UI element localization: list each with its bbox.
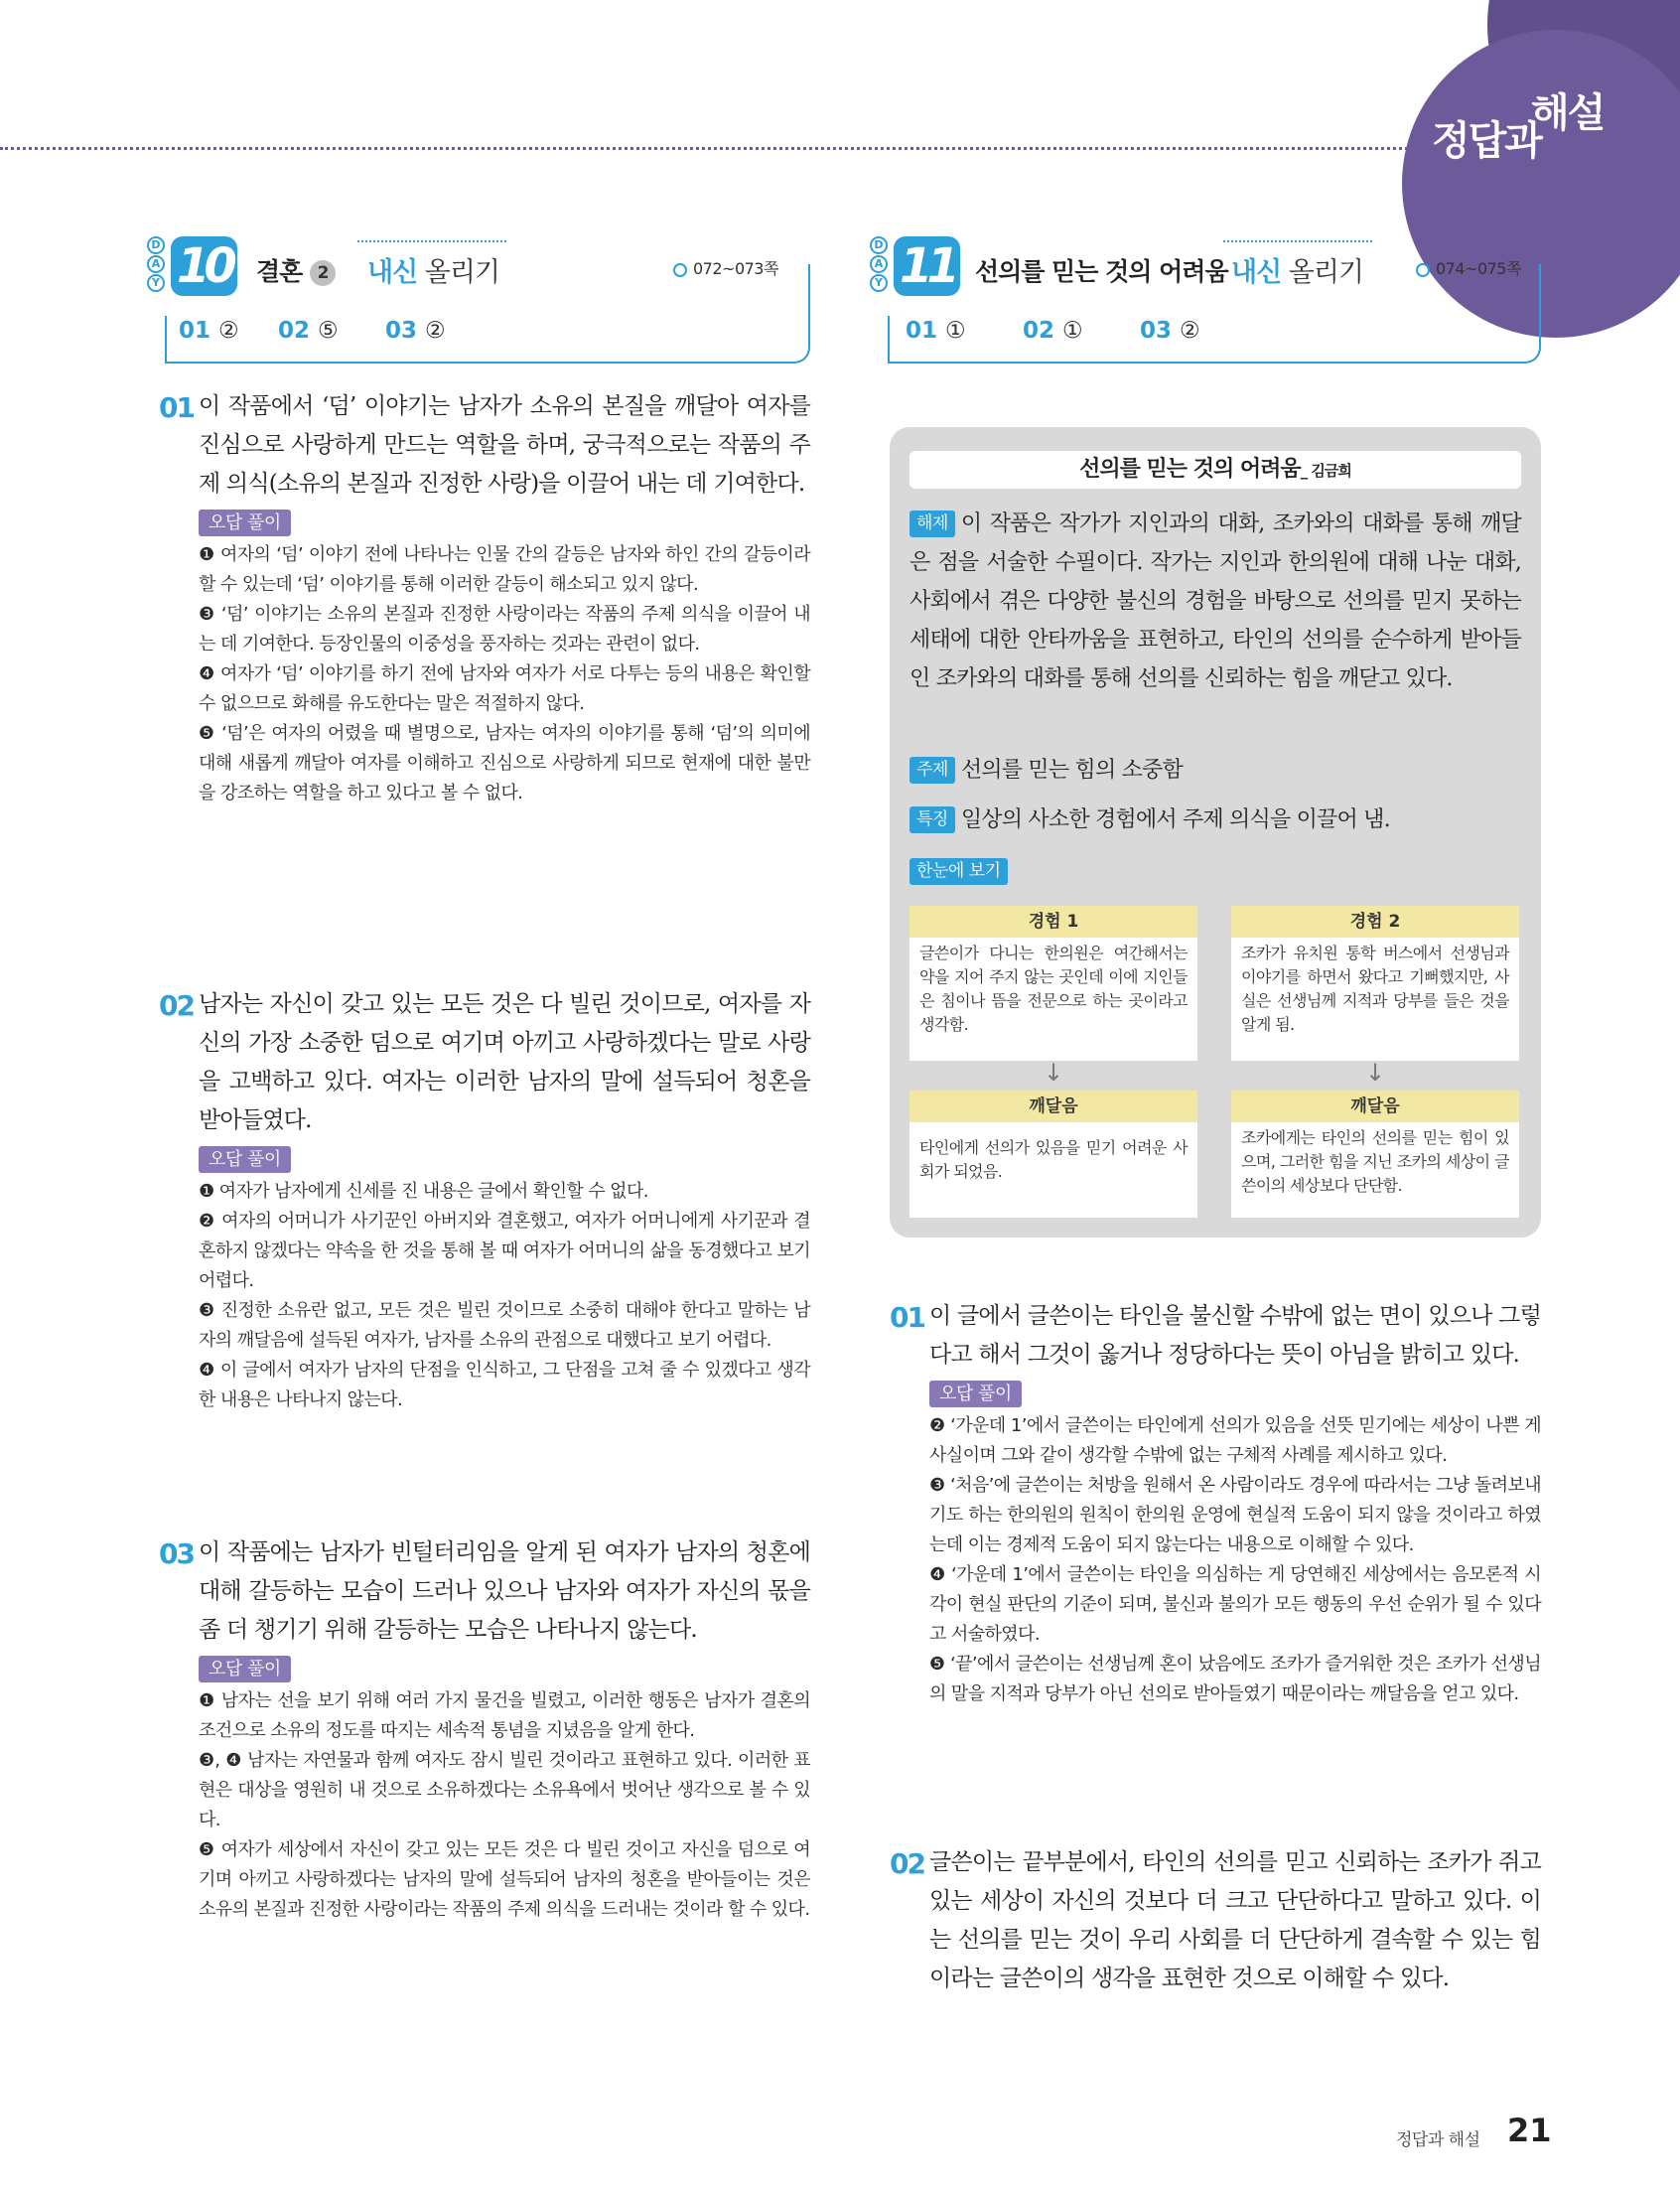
day10-title bbox=[256, 252, 336, 288]
answer-no: 03 bbox=[1140, 318, 1173, 344]
question-explanation: 남자는 자신이 갖고 있는 모든 것은 다 빌린 것이므로, 여자를 자신의 가장 소중한 덤으로 여기며 아끼고 사랑하겠다는 말로 사랑을 고백하고 있다. 여자는 이러한 남자의 말에 설득되어 청혼을 받아들였다. bbox=[199, 991, 810, 1133]
answer-val: ① bbox=[1062, 318, 1083, 344]
brand-label-jeongdap: 정답과 bbox=[1432, 118, 1541, 164]
day10-answer-3 bbox=[385, 318, 446, 344]
answer-no: 01 bbox=[906, 318, 938, 344]
left-question-02 bbox=[159, 985, 810, 1415]
experience-2-box bbox=[1231, 906, 1519, 1061]
day11-number: 11 bbox=[894, 236, 960, 296]
day-letter-a: A bbox=[147, 255, 165, 273]
experience-1-box bbox=[910, 906, 1197, 1061]
juje-tag: 주제 bbox=[910, 757, 955, 784]
answer-no: 02 bbox=[1023, 318, 1055, 344]
summary-teukjing bbox=[910, 801, 1521, 839]
wrong-answer-badge: 오답 풀이 bbox=[929, 1381, 1022, 1407]
summary-title-text: 선의를 믿는 것의 어려움 bbox=[1079, 457, 1301, 482]
solution-item: ❸ 진정한 소유란 없고, 모든 것은 빌린 것이므로 소중히 대해야 한다고 말하는 남자의 깨달음에 설득된 여자가, 남자를 소유의 관점으로 대했다고 보기 어렵다. bbox=[199, 1300, 810, 1351]
answer-no: 02 bbox=[278, 318, 311, 344]
day10-pages: 072~073쪽 bbox=[673, 256, 778, 279]
day-letter-a: A bbox=[870, 255, 888, 273]
naesin-label-b: 올리기 bbox=[417, 257, 500, 288]
question-number: 02 bbox=[159, 989, 194, 1022]
answer-no: 01 bbox=[179, 318, 211, 344]
solution-item: ❺ ‘끝’에서 글쓴이는 선생님께 혼이 났음에도 조카가 즐거워한 것은 조카가 선생님의 말을 지적과 당부가 아닌 선의로 받아들였기 때문이라는 깨달음을 얻고 있다. bbox=[929, 1654, 1541, 1704]
day10-header bbox=[147, 236, 810, 364]
day-letter-d: D bbox=[147, 236, 165, 254]
work-summary-box bbox=[890, 427, 1541, 1238]
glance-tag: 한눈에 보기 bbox=[910, 858, 1008, 885]
answer-val: ② bbox=[218, 318, 239, 344]
day11-naesin-label bbox=[1231, 250, 1363, 289]
day10-naesin-label bbox=[367, 250, 499, 289]
day11-answer-2 bbox=[1023, 318, 1083, 344]
realization-2-body: 조카에게는 타인의 선의를 믿는 힘이 있으며, 그러한 힘을 지닌 조카의 세상이 글쓴이의 세상보다 단단함. bbox=[1241, 1128, 1509, 1195]
haeje-tag: 해제 bbox=[910, 511, 955, 537]
teukjing-text: 일상의 사소한 경험에서 주제 의식을 이끌어 냄. bbox=[960, 807, 1390, 832]
down-arrow-icon: ↓ bbox=[1364, 1059, 1386, 1087]
day11-pages: 074~075쪽 bbox=[1416, 256, 1521, 279]
day10-title-number: 2 bbox=[310, 260, 336, 286]
solution-item: ❺ 여자가 세상에서 자신이 갖고 있는 모든 것은 다 빌린 것이고 자신을 덤으로 여기며 아끼고 사랑하겠다는 남자의 말에 설득되어 남자의 청혼을 받아들이는 것은 소유의 본질과 진정한 사랑이라는 작품의 주제 의식을 드러내는 것이라 할 수 있다. bbox=[199, 1839, 810, 1920]
day-letter-y: Y bbox=[147, 274, 165, 292]
day-letter-d: D bbox=[870, 236, 888, 254]
right-question-02 bbox=[890, 1843, 1541, 1998]
wrong-answer-badge: 오답 풀이 bbox=[199, 1146, 291, 1173]
answer-val: ② bbox=[425, 318, 446, 344]
left-question-03 bbox=[159, 1533, 810, 1925]
page-number: 21 bbox=[1507, 2112, 1552, 2149]
experience-1-body: 글쓴이가 다니는 한의원은 여간해서는 약을 지어 주지 않는 곳인데 이에 지인들은 침이나 뜸을 전문으로 하는 곳이라고 생각함. bbox=[919, 944, 1188, 1034]
day-letter-y: Y bbox=[870, 274, 888, 292]
solution-item: ❶ 남자는 선을 보기 위해 여러 가지 물건을 빌렸고, 이러한 행동은 남자가 결혼의 조건으로 소유의 정도를 따지는 세속적 통념을 지녔음을 알게 한다. bbox=[199, 1690, 810, 1741]
naesin-dotted-line bbox=[357, 240, 506, 248]
question-number: 01 bbox=[890, 1301, 924, 1334]
wrong-answer-badge: 오답 풀이 bbox=[199, 1656, 291, 1682]
wrong-answer-badge: 오답 풀이 bbox=[199, 510, 291, 536]
top-dotted-rule bbox=[0, 147, 1420, 150]
naesin-label-a: 내신 bbox=[1231, 257, 1282, 288]
brand-label-haeseol: 해설 bbox=[1531, 90, 1605, 136]
teukjing-tag: 특징 bbox=[910, 806, 955, 833]
realization-1-box bbox=[910, 1091, 1197, 1218]
realization-1-body: 타인에게 선의가 있음을 믿기 어려운 사회가 되었음. bbox=[919, 1138, 1188, 1181]
summary-juje bbox=[910, 751, 1521, 790]
haeje-text: 이 작품은 작가가 지인과의 대화, 조카와의 대화를 통해 깨달은 점을 서술한 수필이다. 작가는 지인과 한의원에 대해 나눈 대화, 사회에서 겪은 다양한 불신의 경험을 바탕으로 선의를 믿지 못하는 세태에 대한 안타까움을 표현하고, 타인의 선의를 순수하게 받아들인 조카와의 대화를 통해 선의를 신뢰하는 힘을 깨닫고 있다. bbox=[910, 511, 1521, 691]
day11-title: 선의를 믿는 것의 어려움 bbox=[975, 257, 1228, 286]
question-explanation: 이 작품에서 ‘덤’ 이야기는 남자가 소유의 본질을 깨달아 여자를 진심으로 사랑하게 만드는 역할을 하며, 궁극적으로는 작품의 주제 의식(소유의 본질과 진정한 사랑)을 이끌어 내는 데 기여한다. bbox=[199, 393, 810, 497]
realization-2-box bbox=[1231, 1091, 1519, 1218]
naesin-dotted-line bbox=[1223, 240, 1372, 248]
left-question-01 bbox=[159, 387, 810, 808]
day11-answer-1 bbox=[906, 318, 966, 344]
summary-author: _ 김금희 bbox=[1300, 462, 1351, 480]
solution-item: ❷ 여자의 어머니가 사기꾼인 아버지와 결혼했고, 여자가 어머니에게 사기꾼과 결혼하지 않겠다는 약속을 한 것을 통해 볼 때 여자가 어머니의 삶을 동경했다고 보기 어렵다. bbox=[199, 1211, 810, 1291]
solution-item: ❷ ‘가운데 1’에서 글쓴이는 타인에게 선의가 있음을 선뜻 믿기에는 세상이 나쁜 게 사실이며 그와 같이 생각할 수밖에 없는 구체적 사례를 제시하고 있다. bbox=[929, 1415, 1541, 1466]
naesin-label-a: 내신 bbox=[367, 257, 418, 288]
summary-haeje bbox=[910, 505, 1521, 698]
question-explanation: 글쓴이는 끝부분에서, 타인의 선의를 믿고 신뢰하는 조카가 쥐고 있는 세상이 자신의 것보다 더 크고 단단하다고 말하고 있다. 이는 선의를 믿는 것이 우리 사회를 더 단단하게 결속할 수 있는 힘이라는 글쓴이의 생각을 표현한 것으로 이해할 수 있다. bbox=[929, 1849, 1541, 1991]
experience-2-body: 조카가 유치원 통학 버스에서 선생님과 이야기를 하면서 왔다고 기뻐했지만, 사실은 선생님께 지적과 당부를 들은 것을 알게 됨. bbox=[1241, 944, 1509, 1034]
answer-no: 03 bbox=[385, 318, 418, 344]
solution-item: ❸ ‘덤’ 이야기는 소유의 본질과 진정한 사랑이라는 작품의 주제 의식을 이끌어 내는 데 기여한다. 등장인물의 이중성을 풍자하는 것과는 관련이 없다. bbox=[199, 604, 810, 655]
juje-text: 선의를 믿는 힘의 소중함 bbox=[960, 758, 1183, 783]
answer-val: ② bbox=[1180, 318, 1200, 344]
realization-2-heading: 깨달음 bbox=[1231, 1091, 1519, 1122]
experience-2-heading: 경험 2 bbox=[1231, 906, 1519, 938]
answer-val: ⑤ bbox=[318, 318, 339, 344]
day11-answer-3 bbox=[1140, 318, 1200, 344]
day11-header bbox=[870, 236, 1541, 364]
question-number: 03 bbox=[159, 1537, 194, 1570]
right-question-01 bbox=[890, 1297, 1541, 1709]
question-number: 02 bbox=[890, 1847, 924, 1880]
solution-item: ❹ 여자가 ‘덤’ 이야기를 하기 전에 남자와 여자가 서로 다투는 등의 내용은 확인할 수 없으므로 화해를 유도한다는 말은 적절하지 않다. bbox=[199, 663, 810, 714]
summary-title bbox=[910, 451, 1521, 489]
day-vertical-label bbox=[147, 236, 167, 293]
day-vertical-label bbox=[870, 236, 890, 293]
day11-frame-left bbox=[888, 316, 890, 364]
experience-1-heading: 경험 1 bbox=[910, 906, 1197, 938]
solution-item: ❹ ‘가운데 1’에서 글쓴이는 타인을 의심하는 게 당연해진 세상에서는 음모론적 시각이 현실 판단의 기준이 되며, 불신과 불의가 모든 행동의 우선 순위가 될 수 있다고 서술하였다. bbox=[929, 1564, 1541, 1645]
solution-item: ❸, ❹ 남자는 자연물과 함께 여자도 잠시 빌린 것이라고 표현하고 있다. 이러한 표현은 대상을 영원히 내 것으로 소유하겠다는 소유욕에서 벗어난 생각으로 볼 수 있다. bbox=[199, 1750, 810, 1830]
solution-item: ❺ ‘덤’은 여자의 어렸을 때 별명으로, 남자는 여자의 이야기를 통해 ‘덤’의 의미에 대해 새롭게 깨달아 여자를 이해하고 진심으로 사랑하게 되므로 현재에 대한 불만을 강조하는 역할을 하고 있다고 볼 수 없다. bbox=[199, 723, 810, 803]
solution-item: ❶ 여자가 남자에게 신세를 진 내용은 글에서 확인할 수 없다. bbox=[199, 1181, 648, 1202]
solution-item: ❸ ‘처음’에 글쓴이는 처방을 원해서 온 사람이라도 경우에 따라서는 그냥 돌려보내기도 하는 한의원의 원칙이 한의원 운영에 현실적 도움이 되지 않을 것이라고 하였는데 이는 경제적 도움이 되지 않는다는 내용으로 이해할 수 있다. bbox=[929, 1475, 1541, 1555]
naesin-label-b: 올리기 bbox=[1281, 257, 1364, 288]
answer-val: ① bbox=[945, 318, 966, 344]
day10-answer-2 bbox=[278, 318, 339, 344]
day10-title-text: 결혼 bbox=[256, 257, 303, 286]
footer-label: 정답과 해설 bbox=[1396, 2130, 1480, 2150]
day10-answer-1 bbox=[179, 318, 239, 344]
day10-number: 10 bbox=[171, 236, 237, 296]
question-number: 01 bbox=[159, 391, 194, 424]
realization-1-heading: 깨달음 bbox=[910, 1091, 1197, 1122]
down-arrow-icon: ↓ bbox=[1043, 1059, 1064, 1087]
solution-item: ❹ 이 글에서 여자가 남자의 단점을 인식하고, 그 단점을 고쳐 줄 수 있겠다고 생각한 내용은 나타나지 않는다. bbox=[199, 1360, 810, 1410]
solution-item: ❶ 여자의 ‘덤’ 이야기 전에 나타나는 인물 간의 갈등은 남자와 하인 간의 갈등이라 할 수 있는데 ‘덤’ 이야기를 통해 이러한 갈등이 해소되고 있지 않다. bbox=[199, 544, 810, 595]
question-explanation: 이 글에서 글쓴이는 타인을 불신할 수밖에 없는 면이 있으나 그렇다고 해서 그것이 옳거나 정당하다는 뜻이 아님을 밝히고 있다. bbox=[929, 1303, 1541, 1368]
day10-frame-left bbox=[165, 316, 167, 364]
glance-diagram bbox=[910, 858, 1014, 885]
question-explanation: 이 작품에는 남자가 빈털터리임을 알게 된 여자가 남자의 청혼에 대해 갈등하는 모습이 드러나 있으나 남자와 여자가 자신의 몫을 좀 더 챙기기 위해 갈등하는 모습은 나타나지 않는다. bbox=[199, 1539, 810, 1643]
